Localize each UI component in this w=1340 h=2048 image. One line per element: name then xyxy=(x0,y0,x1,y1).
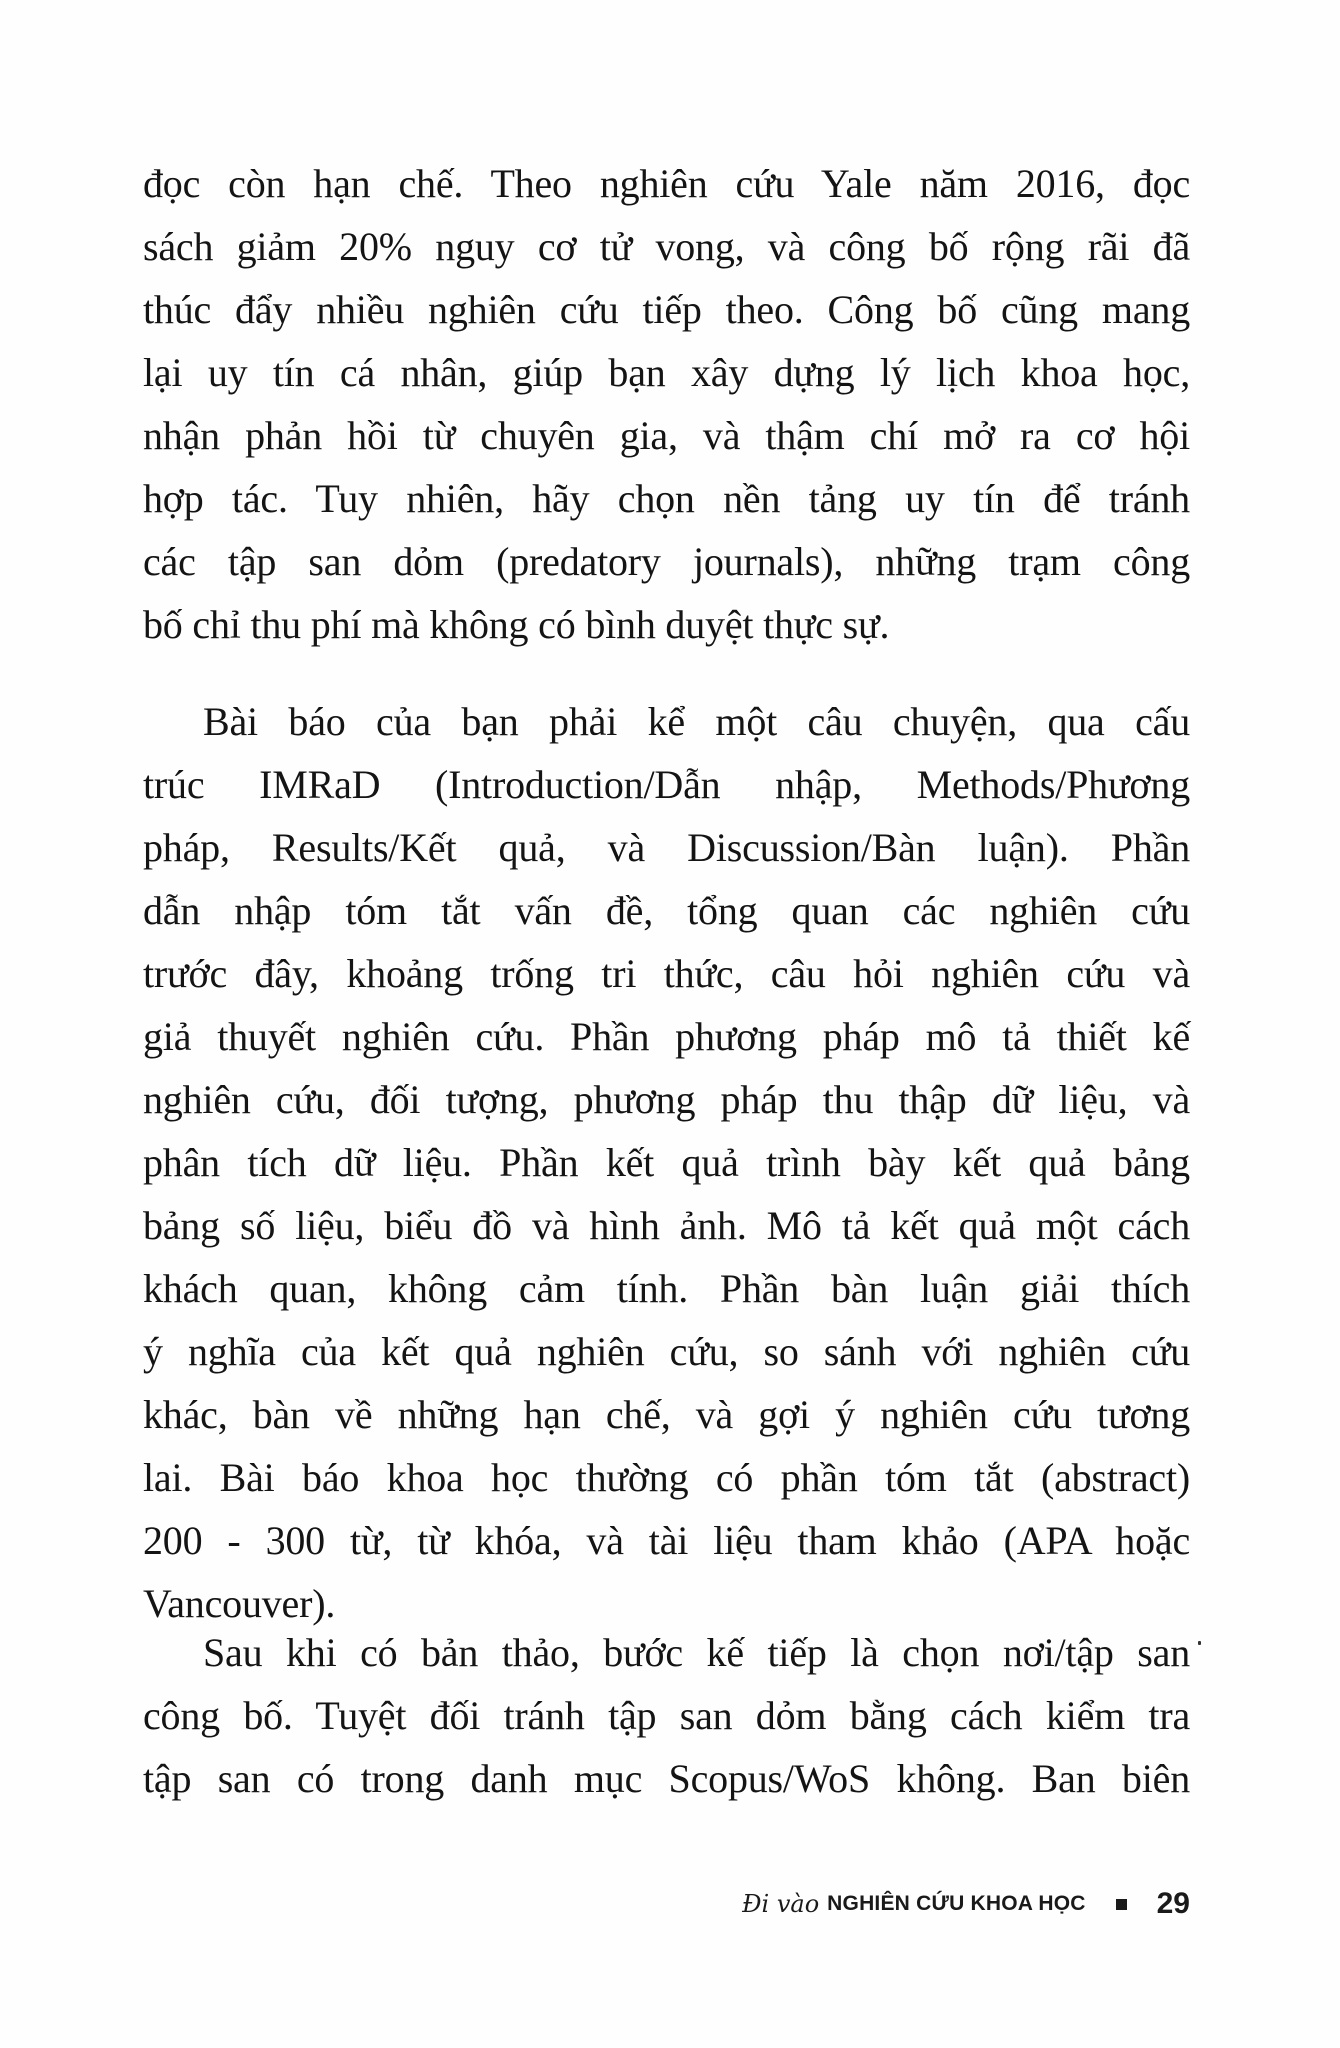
book-title: NGHIÊN CỨU KHOA HỌC xyxy=(827,1892,1086,1915)
text-line: lai. Bài báo khoa học thường có phần tóm tắt (abstract) xyxy=(143,1455,1190,1500)
text-line: hợp tác. Tuy nhiên, hãy chọn nền tảng uy tín để tránh xyxy=(143,476,1190,521)
text-line: Bài báo của bạn phải kể một câu chuyện, qua cấu xyxy=(203,699,1190,744)
text-line: khách quan, không cảm tính. Phần bàn luận giải thích xyxy=(143,1266,1190,1311)
text-line: nghiên cứu, đối tượng, phương pháp thu thập dữ liệu, và xyxy=(143,1077,1190,1122)
text-line: bố chỉ thu phí mà không có bình duyệt thực sự. xyxy=(143,602,890,647)
text-line: ý nghĩa của kết quả nghiên cứu, so sánh với nghiên cứu xyxy=(143,1329,1190,1374)
text-line: pháp, Results/Kết quả, và Discussion/Bàn luận). Phần xyxy=(143,825,1190,870)
text-line: các tập san dỏm (predatory journals), những trạm công xyxy=(143,539,1190,584)
text-line: trước đây, khoảng trống tri thức, câu hỏi nghiên cứu và xyxy=(143,951,1190,996)
paragraph-1 xyxy=(143,152,1190,656)
paragraph-2 xyxy=(143,690,1190,1635)
page-footer xyxy=(700,1884,1190,1924)
text-line: phân tích dữ liệu. Phần kết quả trình bày kết quả bảng xyxy=(143,1140,1190,1185)
text-line: khác, bàn về những hạn chế, và gợi ý nghiên cứu tương xyxy=(143,1392,1190,1437)
text-line: Sau khi có bản thảo, bước kế tiếp là chọn nơi/tập san xyxy=(203,1630,1190,1675)
text-line: giả thuyết nghiên cứu. Phần phương pháp mô tả thiết kế xyxy=(143,1014,1190,1059)
text-line: bảng số liệu, biểu đồ và hình ảnh. Mô tả kết quả một cách xyxy=(143,1203,1190,1248)
print-speck xyxy=(1198,1641,1201,1645)
text-line: tập san có trong danh mục Scopus/WoS không. Ban biên xyxy=(143,1756,1190,1801)
text-line: đọc còn hạn chế. Theo nghiên cứu Yale năm 2016, đọc xyxy=(143,161,1190,206)
text-line: trúc IMRaD (Introduction/Dẫn nhập, Methods/Phương xyxy=(143,762,1190,807)
text-line: thúc đẩy nhiều nghiên cứu tiếp theo. Công bố cũng mang xyxy=(143,287,1190,332)
page-number: 29 xyxy=(1156,1887,1190,1920)
paragraph-3 xyxy=(143,1621,1190,1810)
text-line: lại uy tín cá nhân, giúp bạn xây dựng lý lịch khoa học, xyxy=(143,350,1190,395)
text-line: dẫn nhập tóm tắt vấn đề, tổng quan các nghiên cứu xyxy=(143,888,1190,933)
footer-script-text: Đi vào xyxy=(742,1890,820,1918)
text-line: 200 - 300 từ, từ khóa, và tài liệu tham khảo (APA hoặc xyxy=(143,1518,1190,1563)
text-line: nhận phản hồi từ chuyên gia, và thậm chí mở ra cơ hội xyxy=(143,413,1190,458)
black-square-icon xyxy=(1116,1899,1127,1910)
text-line: sách giảm 20% nguy cơ tử vong, và công bố rộng rãi đã xyxy=(143,224,1190,269)
text-line: Vancouver). xyxy=(143,1581,336,1626)
text-line: công bố. Tuyệt đối tránh tập san dỏm bằng cách kiểm tra xyxy=(143,1693,1190,1738)
